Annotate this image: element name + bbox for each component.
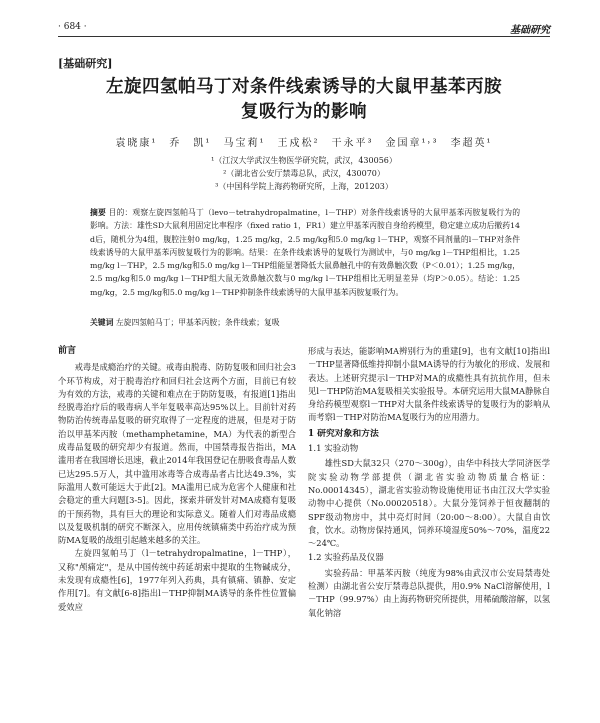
left-column <box>58 345 296 614</box>
animals-heading: 1.1 实验动物 <box>308 444 359 455</box>
intro-paragraph-2: 左旋四氢帕马丁（l－tetrahydropalmatine，l－THP），又称"颅痛定"，是从中国传统中药延胡索中提取的生物碱成分，未发现有成瘾性[6]，1977年列入药典，具有镇痛、镇静、安定作用[7]。有文献[6-8]指出l－THP抑制MA诱导的条件性位置偏爱效应 <box>58 548 296 612</box>
drugs-paragraph: 实验药品：甲基苯丙胺（纯度为98%由武汉市公安局禁毒处检测）由湖北省公安厅禁毒总队提供，用0.9% NaCl溶解使用，l－THP（99.97%）由上海药物研究所提供，用稀硫酸溶解，以氢氧化钠溶 <box>308 567 550 618</box>
right-column <box>308 345 550 620</box>
title-line-1: 左旋四氢帕马丁对条件线索诱导的大鼠甲基苯丙胺 <box>106 77 502 97</box>
affiliation-2: ²（湖北省公安厅禁毒总队，武汉，430070） <box>223 169 385 178</box>
intro-paragraph-1: 戒毒是成瘾治疗的关键。戒毒由脱毒、防防复吸和回归社会3个环节构成，对于脱毒治疗和回归社会这两个方面，目前已有较为有效的方法，戒毒的关键和难点在于防防复吸，有报道[1]指出经脱毒治疗后的吸毒病人半年复吸率高达95%以上。目前针对药物防治传统毒品复吸的研究取得了一定程度的进展，但是对于防治以甲基苯丙胺（methamphetamine，MA）为代表的新型合成毒品复吸的研究却少有报道。然而，中国禁毒报告指出，MA滥用者在我国增长迅速，截止2014年我国登记在册吸食毒品人数已达295.5万人，其中滥用冰毒等合成毒品者占比达49.3%，实际滥用人数可能远大于此[2]。MA滥用已成为危害个人健康和社会稳定的重大问题[3-5]。因此，探索并研发针对MA成瘾有复吸的干预药物，具有巨大的理论和实际意义。随着人们对毒品成瘾以及复吸机制的研究不断深入，应用传统镇痛类中药治疗成为预防MA复吸的战组引起越来越多的关注。 <box>58 362 296 546</box>
keywords-text: 左旋四氢帕马丁；甲基苯丙胺；条件线索；复吸 <box>115 318 280 327</box>
abstract <box>90 206 520 299</box>
intro-heading: 前言 <box>58 346 77 356</box>
header-rule <box>58 36 550 37</box>
affiliation-3: ³（中国科学院上海药物研究所，上海，201203） <box>215 182 393 191</box>
drugs-heading: 1.2 实验药品及仪器 <box>308 553 384 564</box>
methods-heading: 1 研究对象和方法 <box>308 428 379 439</box>
keywords-label: 关键词 <box>90 318 114 327</box>
page-number: · 684 · <box>58 22 87 32</box>
journal-section: 基础研究 <box>510 25 550 36</box>
keywords <box>90 317 520 328</box>
title-line-2: 复吸行为的影响 <box>241 102 367 122</box>
article-title <box>58 75 550 125</box>
abstract-text: 目的：观察左旋四氢帕马丁（levo－tetrahydropalmatine，l－THP）对条件线索诱导的大鼠甲基苯丙胺复吸行为的影响。方法：雄性SD大鼠利用固定比率程序（fixed ratio 1，FR1）建立甲基苯丙胺自身给药模型，稳定建立成功后撤药14 d后，随机分为4组，腹腔注射0 mg/kg，1.25 mg/kg，2.5 mg/kg和5.0 mg/kg l－THP，观察不同剂量的l－THP对条件线索诱导的大鼠甲基苯丙胺复吸行为的影响。结果：在条件线索诱导的复吸行为测试中，与0 mg/kg l－THP组相比，1.25 mg/kg l－THP，2.5 mg/kg和5.0 mg/kg l－THP组能显著降低大鼠鼻触孔中的有效鼻触次数（P＜0.01）；1.25 mg/kg，2.5 mg/kg和5.0 mg/kg l－THP组大鼠无效鼻触次数与0 mg/kg l－THP组相比无明显差异（均P＞0.05）。结论：1.25 mg/kg，2.5 mg/kg和5.0 mg/kg l－THP抑制条件线索诱导的大鼠甲基苯丙胺复吸行为。 <box>90 208 521 297</box>
animals-paragraph: 雄性SD大鼠32只（270～300g），由华中科技大学同济医学院实验动物学部提供（湖北省实验动物质量合格证：No.00014345），湖北省实验动物设施使用证书由江汉大学实验动物中心提供（No.00020518）。大鼠分笼饲养于恒夜翻制的SPF级动物房中，其中亮灯时间（20:00～8:00）。大鼠自由饮食，饮水。动物房保持通风，饲养环境湿度50%～70%，温度22～24℃。 <box>308 458 550 549</box>
intro-continuation: 形成与表达，能影响MA辨别行为的重建[9]，也有文献[10]指出l－THP显著降低维持抑制小鼠MA诱导的行为敏化的形成、发展和表达。上述研究提示l－THP对MA的成瘾性具有抗抗作用，但未见l－THP防治MA复吸相关实验报导。本研究运用大鼠MA静脉自身给药模型观察l－THP对大鼠条件线索诱导的复吸行为的影响从而考察l－THP对防治MA复吸行为的应用潜力。 <box>308 346 550 423</box>
page-header <box>0 0 600 40</box>
abstract-label: 摘要 <box>90 208 106 217</box>
affiliation-1: ¹（江汉大学武汉生物医学研究院，武汉，430056） <box>211 156 397 165</box>
authors: 袁晓康¹ 乔 凯¹ 马宝莉¹ 王戍松² 干永平³ 金国章¹˒³ 李超英¹ <box>115 138 493 149</box>
section-tag: [基础研究] <box>58 57 113 70</box>
